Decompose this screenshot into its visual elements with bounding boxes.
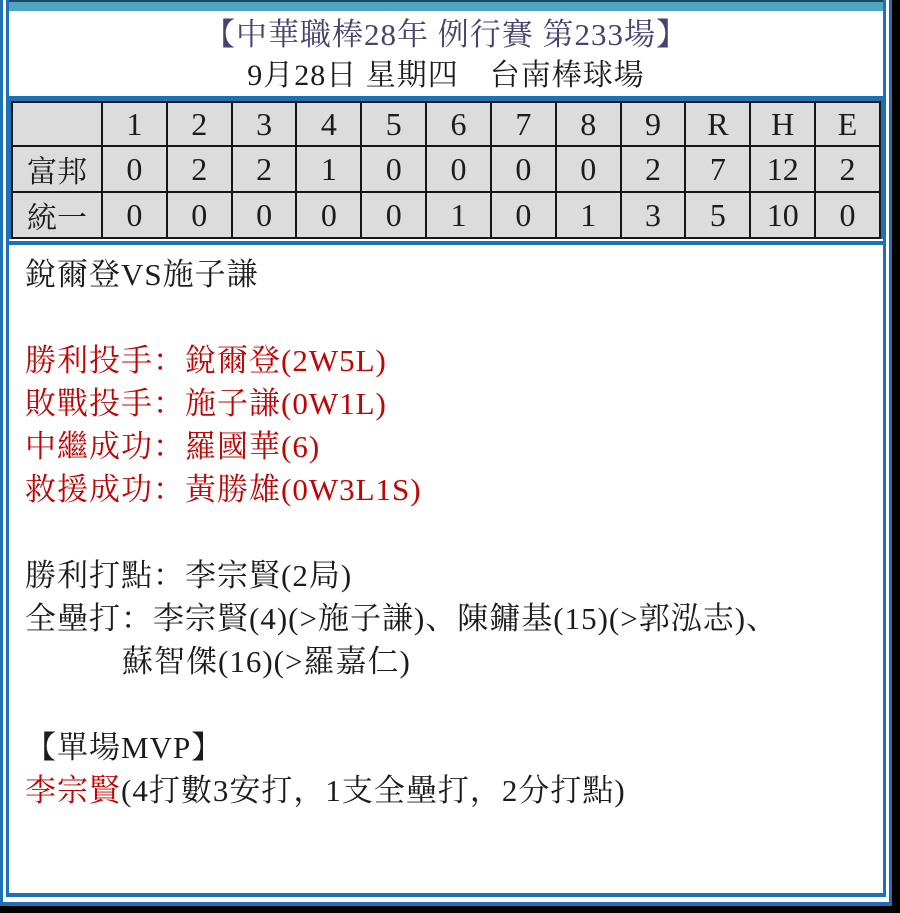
score-cell-2: 0 [167, 192, 232, 238]
score-cell-R: 7 [685, 146, 750, 192]
score-cell-H: 10 [750, 192, 815, 238]
column-header-2: 2 [167, 102, 232, 146]
score-cell-R: 5 [685, 192, 750, 238]
mvp-header-line [25, 726, 873, 769]
score-cell-6: 1 [426, 192, 491, 238]
column-header-4: 4 [296, 102, 361, 146]
winning-rbi-line [25, 554, 873, 597]
homeruns-line-1-text: 全壘打：李宗賢(4)(>施子謙)、陳鏞基(15)(>郭泓志)、 [25, 601, 779, 636]
score-cell-E: 2 [815, 146, 880, 192]
score-cell-9: 2 [621, 146, 686, 192]
team-name: 統一 [12, 192, 102, 238]
score-cell-8: 1 [556, 192, 621, 238]
score-cell-5: 0 [361, 192, 426, 238]
spacer-1 [25, 296, 873, 339]
column-header-E: E [815, 102, 880, 146]
score-cell-7: 0 [491, 146, 556, 192]
score-cell-4: 1 [296, 146, 361, 192]
score-cell-2: 2 [167, 146, 232, 192]
score-cell-1: 0 [102, 192, 167, 238]
mvp-detail-line-text: (4打數3安打，1支全壘打，2分打點) [121, 773, 626, 808]
team-row-統一 [12, 192, 880, 238]
team-name: 富邦 [12, 146, 102, 192]
column-header-6: 6 [426, 102, 491, 146]
score-cell-6: 0 [426, 146, 491, 192]
column-header-R: R [685, 102, 750, 146]
winning-pitcher-line-text: 勝利投手：銳爾登(2W5L) [25, 343, 387, 378]
score-cell-1: 0 [102, 146, 167, 192]
matchup-line-text: 銳爾登VS施子謙 [25, 257, 259, 292]
column-header-7: 7 [491, 102, 556, 146]
score-cell-9: 3 [621, 192, 686, 238]
score-cell-5: 0 [361, 146, 426, 192]
winning-pitcher-line [25, 339, 873, 382]
spacer-3 [25, 683, 873, 726]
game-title: 【中華職棒28年 例行賽 第233場】 [204, 17, 688, 52]
title-block [9, 11, 883, 96]
score-cell-7: 0 [491, 192, 556, 238]
score-cell-H: 12 [750, 146, 815, 192]
game-date-venue: 9月28日 星期四 台南棒球場 [247, 59, 645, 92]
losing-pitcher-line [25, 382, 873, 425]
score-cell-E: 0 [815, 192, 880, 238]
column-header-H: H [750, 102, 815, 146]
column-header-3: 3 [232, 102, 297, 146]
mvp-header-line-text: 【單場MVP】 [25, 730, 224, 765]
winning-rbi-line-text: 勝利打點：李宗賢(2局) [25, 558, 353, 593]
score-cell-3: 0 [232, 192, 297, 238]
spacer-2 [25, 511, 873, 554]
mvp-detail-line [25, 769, 873, 812]
team-column-header [12, 102, 102, 146]
game-details [9, 245, 883, 812]
column-header-1: 1 [102, 102, 167, 146]
homeruns-line-1 [25, 597, 873, 640]
team-row-富邦 [12, 146, 880, 192]
mvp-detail-line-text: 李宗賢 [25, 773, 121, 808]
linescore-header-row [12, 102, 880, 146]
column-header-5: 5 [361, 102, 426, 146]
homeruns-line-2 [25, 640, 873, 683]
linescore-table [9, 96, 883, 239]
hold-line [25, 425, 873, 468]
homeruns-line-2-text: 蘇智傑(16)(>羅嘉仁) [122, 644, 411, 679]
hold-line-text: 中繼成功：羅國華(6) [25, 429, 321, 464]
save-line [25, 468, 873, 511]
score-cell-4: 0 [296, 192, 361, 238]
column-header-9: 9 [621, 102, 686, 146]
losing-pitcher-line-text: 敗戰投手：施子謙(0W1L) [25, 386, 387, 421]
score-cell-8: 0 [556, 146, 621, 192]
column-header-8: 8 [556, 102, 621, 146]
score-cell-3: 2 [232, 146, 297, 192]
matchup-line [25, 253, 873, 296]
page-top-border [9, 0, 883, 11]
save-line-text: 救援成功：黃勝雄(0W3L1S) [25, 472, 422, 507]
